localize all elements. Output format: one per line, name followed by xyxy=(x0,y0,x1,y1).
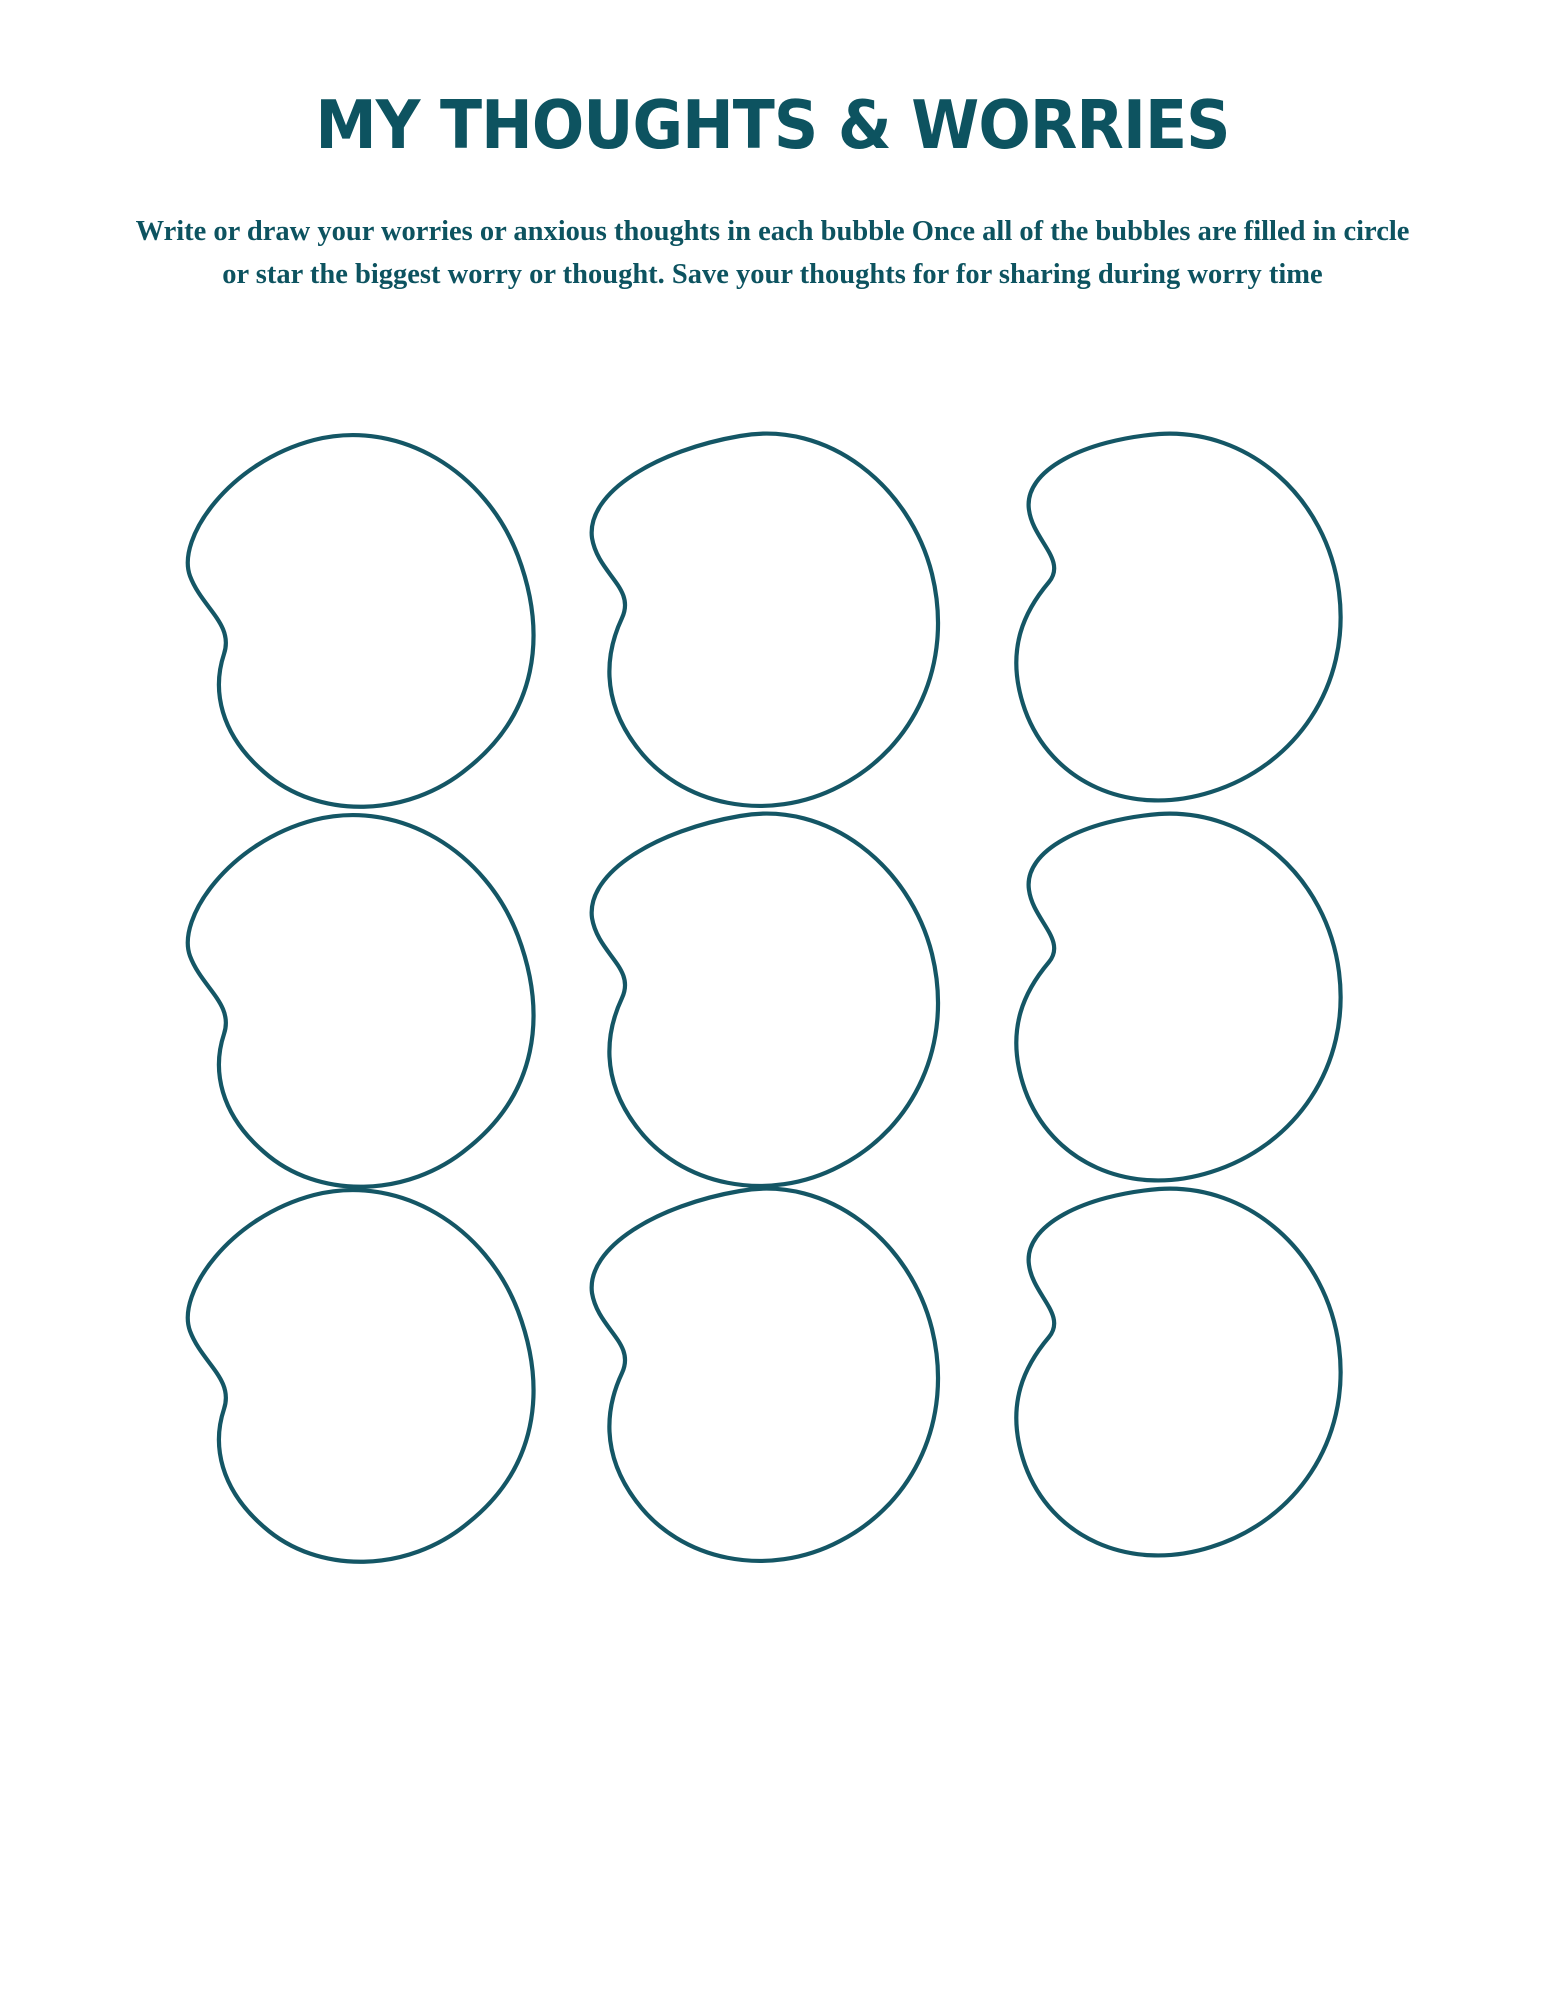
blob-outline-icon xyxy=(168,1183,548,1583)
blob-outline-icon xyxy=(570,1183,950,1583)
blob-outline-icon xyxy=(570,428,950,828)
instructions-text: Write or draw your worries or anxious thoughts in each bubble Once all of the bubbles are filled in circle or star the biggest worry or thought. Save your thoughts for for sharing during worry time xyxy=(135,216,1410,291)
worry-bubble-4[interactable] xyxy=(168,808,548,1208)
worry-bubble-5[interactable] xyxy=(570,808,950,1208)
worry-bubble-1[interactable] xyxy=(168,428,548,828)
worry-bubble-6[interactable] xyxy=(975,808,1355,1208)
worry-bubble-3[interactable] xyxy=(975,428,1355,828)
page-title: MY THOUGHTS & WORRIES xyxy=(315,86,1230,164)
blob-outline-icon xyxy=(570,808,950,1208)
worry-bubble-8[interactable] xyxy=(570,1183,950,1583)
worry-bubble-2[interactable] xyxy=(570,428,950,828)
blob-outline-icon xyxy=(975,808,1355,1208)
blob-outline-icon xyxy=(975,1183,1355,1583)
worry-bubble-9[interactable] xyxy=(975,1183,1355,1583)
bubble-grid xyxy=(0,418,1545,1818)
worry-bubble-7[interactable] xyxy=(168,1183,548,1583)
blob-outline-icon xyxy=(168,428,548,828)
blob-outline-icon xyxy=(975,428,1355,828)
blob-outline-icon xyxy=(168,808,548,1208)
